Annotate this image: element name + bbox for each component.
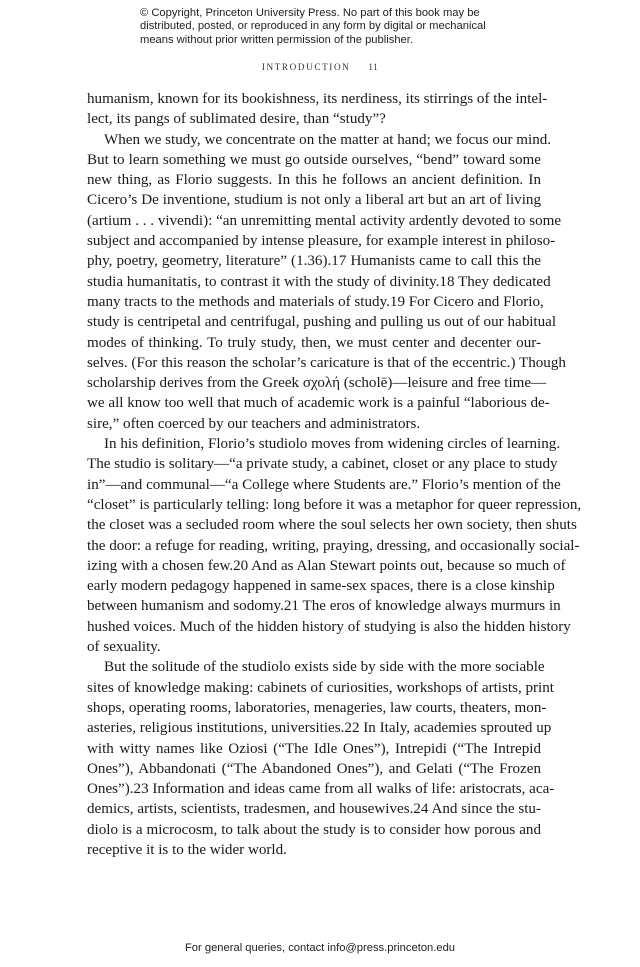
text-line: with witty names like Oziosi (“The Idle Ones”), Intrepidi (“The Intrepid (87, 740, 541, 757)
body-text (87, 89, 582, 860)
text-line: izing with a chosen few.20 And as Alan Stewart points out, because so much of (87, 557, 566, 574)
text-line: The studio is solitary—“a private study, a cabinet, closet or any place to study (87, 456, 558, 473)
copyright-line: © Copyright, Princeton University Press. No part of this book may be (140, 7, 480, 19)
text-line: When we study, we concentrate on the matter at hand; we focus our mind. (104, 131, 552, 148)
text-line: modes of thinking. To truly study, then, we must center and decenter our- (87, 334, 541, 351)
text-line: the closet was a secluded room where the soul selects her own society, then shuts (87, 517, 577, 534)
text-line: between humanism and sodomy.21 The eros of knowledge always murmurs in (87, 598, 561, 615)
text-line: of sexuality. (87, 639, 161, 656)
text-line: sire,” often coerced by our teachers and administrators. (87, 415, 421, 432)
text-line: selves. (For this reason the scholar’s caricature is that of the eccentric.) Though (87, 354, 566, 371)
text-line: studia humanitatis, to contrast it with the study of divinity.18 They dedicated (87, 273, 551, 290)
copyright-notice (140, 7, 520, 47)
text-line: demics, artists, scientists, tradesmen, and housewives.24 And since the stu- (87, 801, 541, 818)
footer-contact: For general queries, contact info@press.princeton.edu (184, 942, 456, 954)
text-line: early modern pedagogy happened in same-sex spaces, there is a close kinship (87, 578, 555, 595)
copyright-line: distributed, posted, or reproduced in any form by digital or mechanical (140, 20, 486, 33)
text-line: we all know too well that much of academic work is a painful “laborious de- (87, 395, 550, 412)
text-line: humanism, known for its bookishness, its nerdiness, its stirrings of the intel- (87, 91, 548, 107)
text-line: But to learn something we must go outside ourselves, “bend” toward some (87, 151, 541, 168)
text-line: study is centripetal and centrifugal, pushing and pulling us out of our habitual (87, 314, 557, 331)
text-line: in”—and communal—“a College where Students are.” Florio’s mention of the (87, 476, 561, 493)
text-line: hushed voices. Much of the hidden history of studying is also the hidden history (87, 618, 571, 635)
text-line: In his definition, Florio’s studiolo moves from widening circles of learning. (104, 436, 561, 453)
text-line: But the solitude of the studiolo exists side by side with the more sociable (104, 659, 545, 676)
text-line: subject and accompanied by intense pleasure, for example interest in philoso- (87, 233, 556, 250)
text-line: (artium . . . vivendi): “an unremitting mental activity ardently devoted to some (87, 212, 562, 229)
copyright-line: means without prior written permission of the publisher. (140, 33, 413, 46)
text-line: Cicero’s De inventione, studium is not only a liberal art but an art of living (87, 192, 541, 209)
text-line: Ones”), Abbandonati (“The Abandoned Ones”), and Gelati (“The Frozen (87, 760, 541, 777)
text-line: diolo is a microcosm, to talk about the study is to consider how porous and (87, 821, 541, 838)
running-head (0, 62, 640, 72)
text-line: asteries, religious institutions, universities.22 In Italy, academies sprouted up (87, 720, 552, 737)
text-line: sites of knowledge making: cabinets of curiosities, workshops of artists, print (87, 679, 554, 696)
text-line: Ones”).23 Information and ideas came from all walks of life: aristocrats, aca- (87, 781, 555, 798)
text-line: the door: a refuge for reading, writing, praying, dressing, and occasionally social- (87, 537, 580, 554)
text-line: lect, its pangs of sublimated desire, than “study”? (87, 111, 386, 128)
chapter-title: INTRODUCTION (261, 62, 351, 72)
text-line: “closet” is particularly telling: long before it was a metaphor for queer repression, (87, 496, 582, 513)
text-line: scholarship derives from the Greek σχολή (scholē)—leisure and free time— (87, 375, 547, 392)
text-line: many tracts to the methods and materials of study.19 For Cicero and Florio, (87, 293, 544, 310)
page-number: 11 (368, 62, 379, 72)
text-line: shops, operating rooms, laboratories, menageries, law courts, theaters, mon- (87, 699, 547, 716)
text-line: receptive it is to the wider world. (87, 841, 287, 858)
text-line: phy, poetry, geometry, literature” (1.36).17 Humanists came to call this the (87, 253, 541, 270)
text-line: new thing, as Florio suggests. In this he follows an ancient definition. In (87, 172, 541, 189)
